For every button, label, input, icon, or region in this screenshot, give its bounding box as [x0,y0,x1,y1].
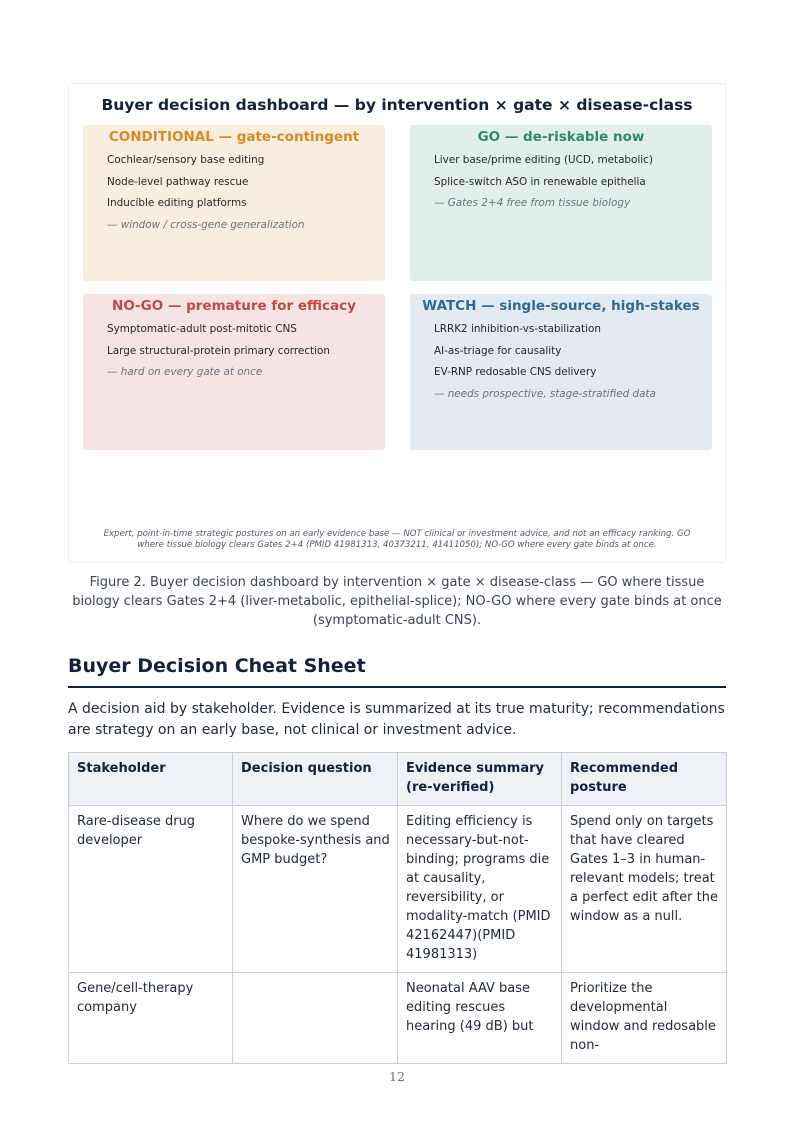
cheat-sheet-table-container [68,752,726,1053]
quadrant-item: LRRK2 inhibition-vs-stabilization [434,323,601,335]
figure-footnote-line: where tissue biology clears Gates 2+4 (PMID 41981313, 40373211, 41411050); NO-GO where every gate binds at once. [137,539,657,550]
quadrant-item: Cochlear/sensory base editing [107,154,265,166]
figure-footnote-line: Expert, point-in-time strategic postures on an early evidence base — NOT clinical or investment advice, and not an efficacy ranking. GO [103,529,691,539]
quadrant-item: EV-RNP redosable CNS delivery [434,366,597,379]
table-cell: Neonatal AAV base editing rescues hearing (49 dB) but [398,973,562,1064]
quadrant-nogo [83,294,385,450]
quadrant-nogo-title: NO-GO — premature for efficacy [112,298,356,314]
quadrant-watch [410,294,712,450]
table-header-row [69,753,727,806]
figure-footnote [83,529,711,550]
table-cell: Gene/cell-therapy company [69,973,233,1064]
page-number: 12 [389,1069,405,1084]
table-cell: Rare-disease drug developer [69,806,233,973]
figure-title: Buyer decision dashboard — by intervention × gate × disease-class [101,96,693,114]
quadrant-note: — window / cross-gene generalization [107,219,305,232]
quadrant-note: — Gates 2+4 free from tissue biology [434,197,631,210]
table-cell [233,973,398,1064]
quadrant-conditional [83,125,385,281]
table-header-cell: Recommended posture [562,753,727,806]
quadrant-note: — needs prospective, stage-stratified data [434,388,656,401]
table-cell: Editing efficiency is necessary-but-not-binding; programs die at causality, reversibility, or modality-match (PMID 42162447)(PMID 41981313) [398,806,562,973]
quadrant-conditional-title: CONDITIONAL — gate-contingent [108,129,360,145]
quadrant-item: Splice-switch ASO in renewable epithelia [434,175,646,188]
table-row [69,806,727,973]
table-header-cell: Decision question [233,753,398,806]
table-header-cell: Stakeholder [69,753,233,806]
table-cell: Spend only on targets that have cleared Gates 1–3 in human-relevant models; treat a perfect edit after the window as a null. [562,806,727,973]
table-cell: Prioritize the developmental window and redosable non- [562,973,727,1064]
table-row [69,973,727,1064]
quadrant-item: Symptomatic-adult post-mitotic CNS [107,323,297,335]
quadrant-item: Inducible editing platforms [107,197,247,210]
quadrant-item: Liver base/prime editing (UCD, metabolic) [434,154,653,166]
figure-caption: Figure 2. Buyer decision dashboard by intervention × gate × disease-class — GO where tissue biology clears Gates 2+4 (liver-metabolic, epithelial-splice); NO-GO where every gate binds at once (symptomatic-adult CNS). [72,575,722,629]
quadrant-go-title: GO — de-riskable now [477,129,645,145]
cheat-sheet-table [68,752,727,1064]
decision-dashboard-figure [68,83,726,563]
quadrant-watch-title: WATCH — single-source, high-stakes [422,298,700,314]
quadrant-item: Large structural-protein primary correction [107,344,330,357]
quadrant-item: Node-level pathway rescue [107,175,249,188]
section-divider [68,686,726,688]
table-cell: Where do we spend bespoke-synthesis and GMP budget? [233,806,398,973]
section-intro: A decision aid by stakeholder. Evidence is summarized at its true maturity; recommendations are strategy on an early base, not clinical or investment advice. [68,701,725,738]
quadrant-note: — hard on every gate at once [107,366,263,379]
quadrant-item: AI-as-triage for causality [434,344,562,357]
table-header-cell: Evidence summary (re-verified) [398,753,562,806]
quadrant-go [410,125,712,281]
section-heading: Buyer Decision Cheat Sheet [68,655,366,677]
